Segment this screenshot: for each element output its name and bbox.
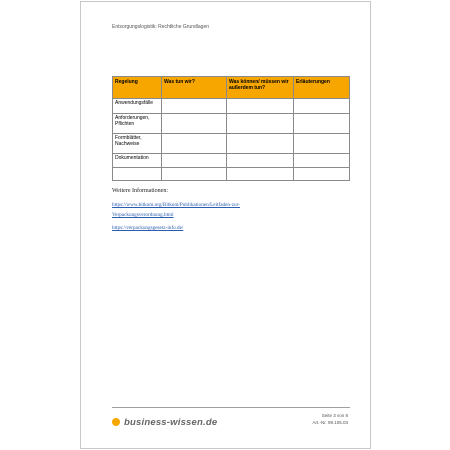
table-row [113, 134, 350, 154]
table-header-row [113, 77, 350, 99]
table-row [113, 99, 350, 114]
verpackungsgesetz-link[interactable]: https://verpackungsgesetz-info.de/ [112, 225, 184, 231]
table-row [113, 114, 350, 134]
column-header-was-koennen-wir: Was können/ müssen wir außerdem tun? [227, 77, 294, 99]
table-cell [227, 99, 294, 114]
bitkom-link-line2[interactable]: Verpackungsverordnung.html [112, 212, 174, 218]
table-cell [294, 99, 350, 114]
page-info [312, 413, 348, 426]
table-cell [227, 154, 294, 168]
table-cell [162, 134, 227, 154]
row-label [113, 168, 162, 181]
logo-dot-icon [112, 418, 120, 426]
table-cell [162, 154, 227, 168]
bitkom-link-line1[interactable]: https://www.bitkom.org/Bitkom/Publikationen/Leitfaden-zur- [112, 202, 240, 208]
page-number: Seite 3 von 8 [321, 413, 348, 418]
table-row [113, 154, 350, 168]
row-label: Anwendungsfälle [113, 99, 162, 114]
table-cell [227, 168, 294, 181]
document-page [80, 1, 371, 449]
page-header: Entsorgungslogistik: Rechtliche Grundlagen [112, 24, 209, 30]
footer-divider [112, 407, 350, 408]
article-number: Art.-Nr. 99.105.03 [312, 419, 348, 425]
table-cell [294, 114, 350, 134]
table-cell [294, 154, 350, 168]
more-info-heading: Weitere Informationen: [112, 188, 168, 194]
table-cell [294, 134, 350, 154]
column-header-erlaeuterungen: Erläuterungen [294, 77, 350, 99]
regulations-table [112, 76, 350, 181]
table-row [113, 168, 350, 181]
row-label: Dokumentation [113, 154, 162, 168]
column-header-regelung: Regelung [113, 77, 162, 99]
row-label: Anforderungen, Pflichten [113, 114, 162, 134]
table-cell [227, 134, 294, 154]
brand-logo: business-wissen.de [124, 417, 218, 428]
table-cell [162, 168, 227, 181]
row-label: Formblätter, Nachweise [113, 134, 162, 154]
column-header-was-tun-wir: Was tun wir? [162, 77, 227, 99]
table-cell [227, 114, 294, 134]
table-cell [162, 99, 227, 114]
table-cell [294, 168, 350, 181]
table-cell [162, 114, 227, 134]
